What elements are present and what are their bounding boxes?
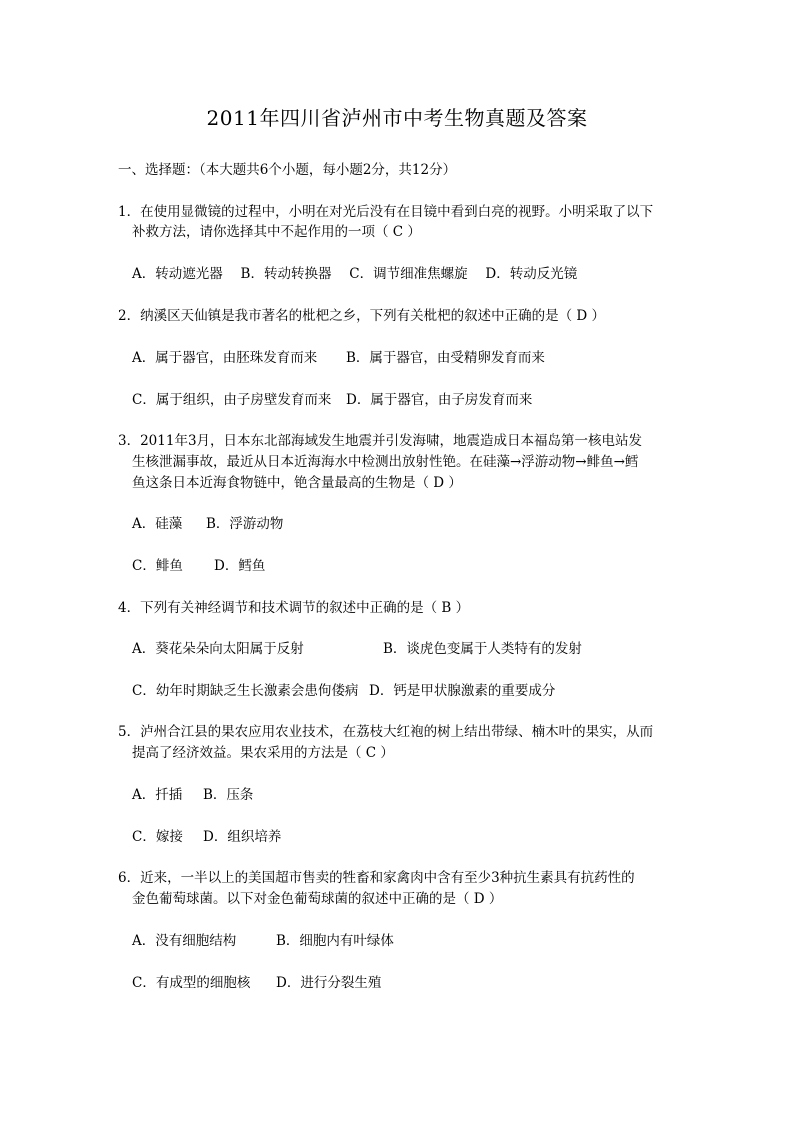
question-3-line-3: 鱼这条日本近海食物链中，铯含量最高的生物是（ D ） <box>132 475 462 491</box>
question-6-option-c: C．有成型的细胞核 <box>132 975 251 991</box>
question-5-option-d: D．组织培养 <box>203 829 282 845</box>
question-2-option-c: C．属于组织，由子房壁发育而来 <box>132 392 332 408</box>
question-6-line-1: 6．近来，一半以上的美国超市售卖的牲畜和家禽肉中含有至少3种抗生素具有抗药性的 <box>118 870 635 886</box>
page-title: 2011年四川省泸州市中考生物真题及答案 <box>206 106 588 130</box>
question-3-line-1: 3．2011年3月，日本东北部海域发生地震并引发海啸，地震造成日本福岛第一核电站发 <box>118 433 643 449</box>
question-4-option-b: B．谈虎色变属于人类特有的发射 <box>383 641 582 657</box>
question-6-option-b: B．细胞内有叶绿体 <box>276 933 394 949</box>
question-5-option-b: B．压条 <box>203 787 254 803</box>
question-5-option-c: C．嫁接 <box>132 829 183 845</box>
section-heading: 一、选择题：（本大题共6个小题，每小题2分，共12分） <box>118 162 457 178</box>
question-1-line-1: 1．在使用显微镜的过程中，小明在对光后没有在目镜中看到白亮的视野。小明采取了以下 <box>118 204 654 220</box>
question-5-line-1: 5．泸州合江县的果农应用农业技术，在荔枝大红袍的树上结出带绿、楠木叶的果实，从而 <box>118 724 654 740</box>
question-3-option-c: C．鲱鱼 <box>132 558 183 574</box>
question-6-option-a: A．没有细胞结构 <box>132 933 237 949</box>
question-4-option-d: D．钙是甲状腺激素的重要成分 <box>369 683 556 699</box>
question-3-option-b: B．浮游动物 <box>206 516 284 532</box>
question-4-option-a: A．葵花朵朵向太阳属于反射 <box>132 641 304 657</box>
question-1-line-2: 补救方法，请你选择其中不起作用的一项（ C ） <box>132 224 421 240</box>
question-2-option-a: A．属于器官，由胚珠发育而来 <box>132 350 318 366</box>
question-2-option-b: B．属于器官，由受精卵发育而来 <box>346 350 545 366</box>
question-1-options: A．转动遮光器 B．转动转换器 C．调节细准焦螺旋 D．转动反光镜 <box>132 266 578 282</box>
question-6-option-d: D．进行分裂生殖 <box>276 975 382 991</box>
question-4-line-1: 4．下列有关神经调节和技术调节的叙述中正确的是（ B ） <box>118 600 470 616</box>
question-3-line-2: 生核泄漏事故，最近从日本近海海水中检测出放射性铯。在硅藻→浮游动物→鲱鱼→鳕 <box>132 454 639 470</box>
question-2-line-1: 2．纳溪区天仙镇是我市著名的枇杷之乡，下列有关枇杷的叙述中正确的是（ D ） <box>118 308 605 324</box>
question-5-option-a: A．扦插 <box>132 787 183 803</box>
question-5-line-2: 提高了经济效益。果农采用的方法是（ C ） <box>132 745 394 761</box>
question-6-line-2: 金色葡萄球菌。以下对金色葡萄球菌的叙述中正确的是（ D ） <box>132 891 503 907</box>
question-4-option-c: C．幼年时期缺乏生长激素会患佝偻病 <box>132 683 359 699</box>
question-2-option-d: D．属于器官，由子房发育而来 <box>346 392 533 408</box>
question-3-option-d: D．鳕鱼 <box>214 558 266 574</box>
question-3-option-a: A．硅藻 <box>132 516 183 532</box>
